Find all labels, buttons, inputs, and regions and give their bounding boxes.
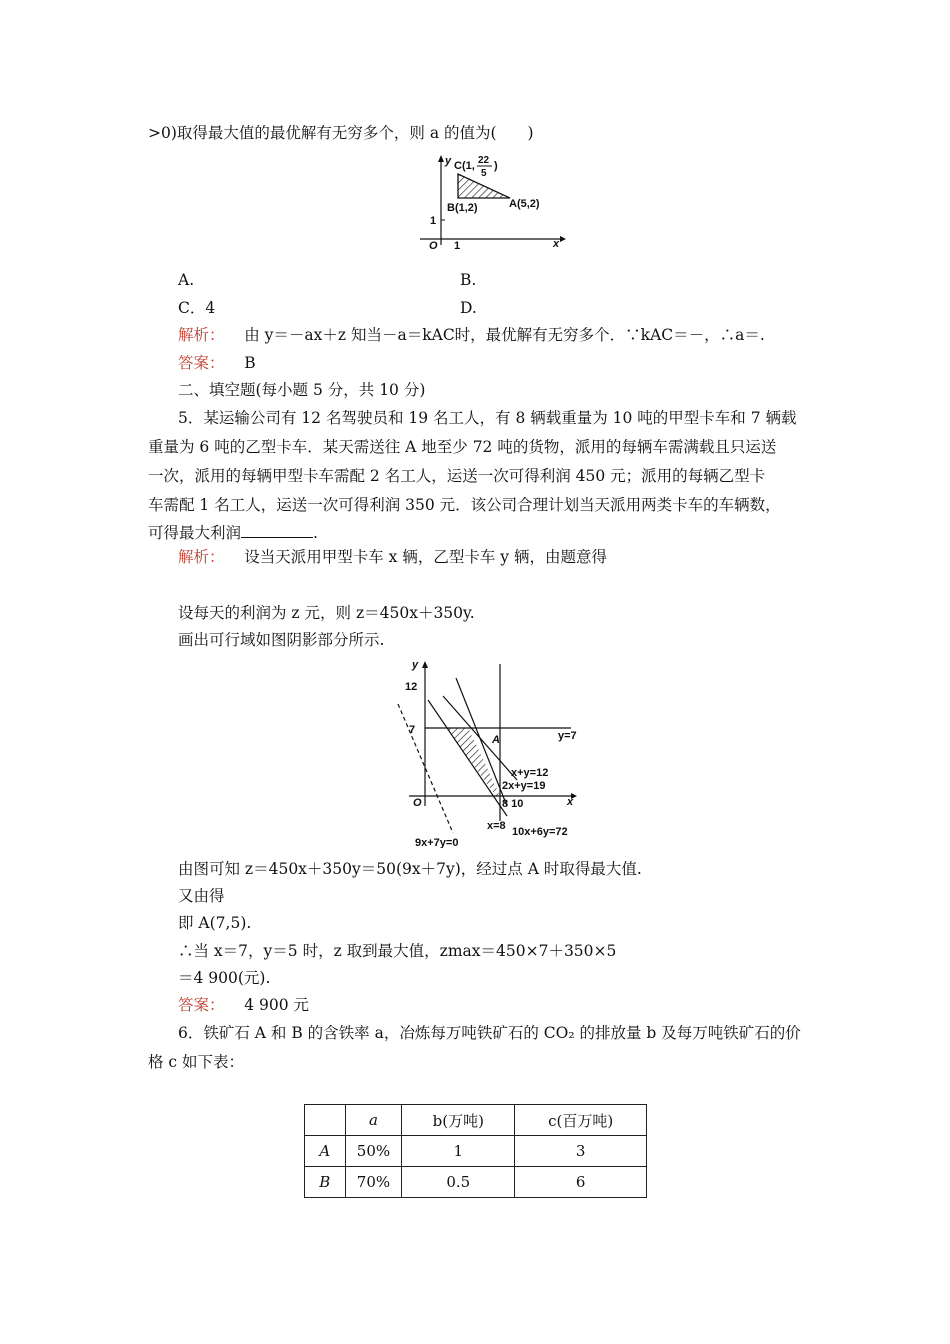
analysis-text: 由 y＝－ax＋z 知当－a＝kAC时，最优解有无穷多个．∵kAC＝－，∴a＝. [244,326,765,344]
q5-conclusion5: ＝4 900(元). [178,969,271,987]
q5-line4: 车需配 1 名工人，运送一次可得利润 350 元．该公司合理计划当天派用两类卡车的车辆数， [148,496,781,514]
point-b-label: B(1,2) [447,202,478,214]
option-a: A. [178,271,195,289]
q5-line2: 重量为 6 吨的乙型卡车．某天需送往 A 地至少 72 吨的货物，派用的每辆车需满载且只运送 [148,438,777,456]
y7-label: 7 [409,724,416,736]
option-b: B. [460,271,477,289]
label-x8: x=8 [487,820,506,832]
table-cell: A [305,1136,346,1167]
q6-line2: 格 c 如下表： [148,1053,245,1071]
point-c-num: 22 [478,155,490,166]
table-row [305,1136,647,1167]
q5-line5 [148,522,318,544]
table-row [305,1167,647,1198]
q5-profit-line: 设每天的利润为 z 元，则 z＝450x＋350y. [178,604,475,622]
q5-line5-pre: 可得最大利润 [148,524,242,542]
q5-conclusion4: ∴当 x＝7，y＝5 时，z 取到最大值，zmax＝450×7＋350×5 [178,942,617,960]
answer-label: 答案： [178,354,225,372]
q5-feasible-region-figure [395,656,595,848]
q5-conclusion3: 即 A(7,5). [178,914,252,932]
option-c: C．4 [178,299,216,317]
label-sum19: 2x+y=19 [502,780,546,792]
table-cell: 6 [515,1167,647,1198]
origin-label: O [413,797,422,809]
label-sum12: x+y=12 [511,767,549,779]
analysis-label: 解析： [178,326,225,344]
tick-y-label: 1 [430,215,437,227]
q4-analysis [178,324,765,346]
q5-line1: 5．某运输公司有 12 名驾驶员和 19 名工人，有 8 辆载重量为 10 吨的甲型卡车和 7 辆载 [178,409,797,427]
point-c-den: 5 [481,168,487,179]
table-cell: 1 [402,1136,515,1167]
table-cell: 0.5 [402,1167,515,1198]
option-d: D. [460,299,477,317]
answer-label: 答案： [178,996,225,1014]
label-obj: 9x+7y=0 [415,837,459,848]
q4-answer [178,352,256,374]
answer-text: B [244,354,256,372]
y-axis-arrow [438,155,444,162]
q4-feasible-region-figure [420,150,570,250]
y-axis-label: y [412,659,419,671]
label-cap: 10x+6y=72 [512,826,568,838]
x-axis-label: x [567,796,574,808]
origin-label: O [429,240,438,250]
label-y7: y=7 [558,730,577,742]
point-a-label: A [492,734,500,746]
q4-stem-tail: >0)取得最大值的最优解有无穷多个，则 a 的值为( ) [148,124,534,142]
x-ticks-label: 8 10 [502,798,524,810]
table-header-cell [305,1105,346,1136]
x-axis-arrow [560,236,566,242]
ore-table [304,1104,647,1198]
table-cell: 3 [515,1136,647,1167]
table-header-cell: a [345,1105,402,1136]
line-cap [428,700,507,816]
point-a-label: A(5,2) [509,198,540,210]
q6-line1: 6．铁矿石 A 和 B 的含铁率 a，冶炼每万吨铁矿石的 CO₂ 的排放量 b 及每万吨铁矿石的价 [178,1024,801,1042]
q5-answer [178,994,309,1016]
x-axis-label: x [553,238,560,250]
answer-text: 4 900 元 [244,996,310,1014]
q5-conclusion2: 又由得 [178,887,225,905]
section-heading: 二、填空题(每小题 5 分，共 10 分) [178,381,426,399]
analysis-text: 设当天派用甲型卡车 x 辆，乙型卡车 y 辆，由题意得 [244,548,607,566]
tick-x-label: 1 [454,240,461,250]
y-axis-arrow [422,661,428,668]
y12-label: 12 [405,681,418,693]
q5-line5-post: . [313,524,318,542]
table-header-cell: b(万吨) [402,1105,515,1136]
q5-conclusion1: 由图可知 z＝450x＋350y＝50(9x＋7y)，经过点 A 时取得最大值. [178,860,642,878]
table-header-row [305,1105,647,1136]
q5-draw-line: 画出可行域如图阴影部分所示. [178,631,385,649]
answer-blank [241,523,313,538]
point-c-prefix: C(1, [454,160,475,172]
table-cell: B [305,1167,346,1198]
y-axis-label: y [445,155,452,167]
table-cell: 70% [345,1167,402,1198]
point-c-suffix: ) [494,160,498,172]
table-header-cell: c(百万吨) [515,1105,647,1136]
q5-analysis [178,546,607,568]
q5-line3: 一次，派用的每辆甲型卡车需配 2 名工人，运送一次可得利润 450 元；派用的每辆乙型卡 [148,467,766,485]
analysis-label: 解析： [178,548,225,566]
table-cell: 50% [345,1136,402,1167]
